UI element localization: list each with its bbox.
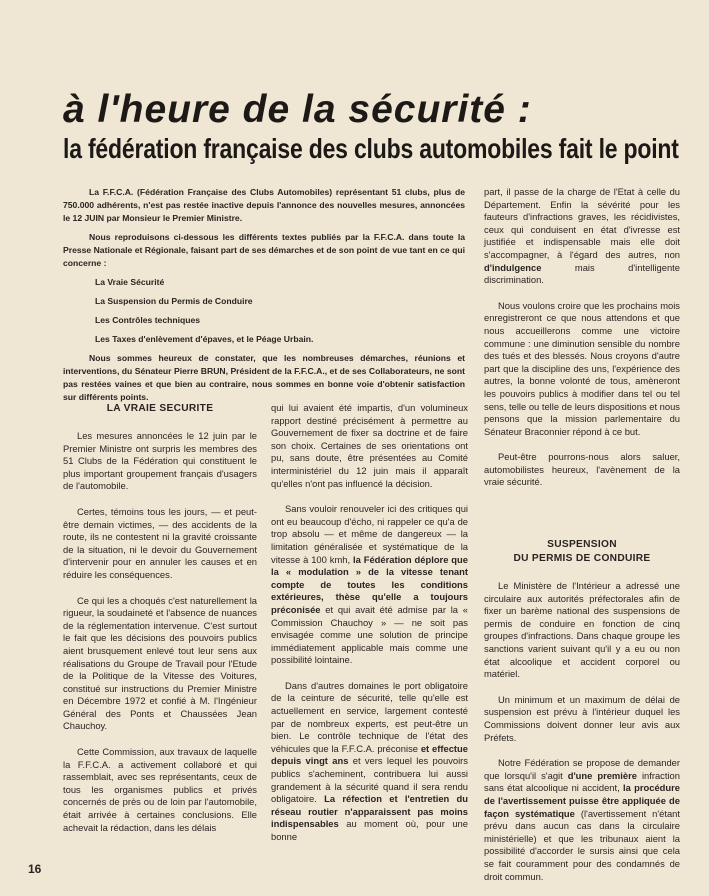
text-run: part, il passe de la charge de l'Etat à celle du Département. Enfin la sévérité pour les fauteurs d'infractions graves, les récidivistes, ceux qui conduisent en état d'ivresse est justifiée et indispensable mais elle doit s'accompagner, à l'égard des autres, non xyxy=(484,186,680,260)
intro-paragraph-3: Nous sommes heureux de constater, que les nombreuses démarches, réunions et interventions, du Sénateur Pierre BRUN, Président de la F.F.C.A., et de ses Collaborateurs, ne sont pas restées vaines et que bien au contraire, nous sommes en bonne voie d'obtenir satisfaction sur différents points. xyxy=(63,353,465,402)
page-number: 16 xyxy=(28,862,42,876)
article-paragraph: Nous voulons croire que les prochains mois enregistreront ce que nous attendons et que nous accueillerons comme une victoire commune : une diminution sensible du nombre des tués et des blessés. Nous croyons d'autre part que la discipline des uns, l'expérience des autres, la bonne volonté de tous, amèneront les pouvoirs publics à modifier dans tel ou tel sens, telle ou telle de leurs dispositions et nous pensons que la mission parlementaire du Sénateur Braconnier répond à ce but. xyxy=(484,299,680,437)
article-paragraph xyxy=(271,503,468,667)
article-column-1 xyxy=(63,402,257,847)
text-run: infraction sans état alcoolique ni accident, xyxy=(484,769,680,794)
text-run: mais d'intelligente discrimination. xyxy=(484,261,680,286)
intro-topic-list xyxy=(63,276,465,346)
section-heading-line: DU PERMIS DE CONDUIRE xyxy=(513,553,651,565)
article-paragraph: Peut-être pourrons-nous alors saluer, automobilistes heureux, l'avènement de la vraie sécurité. xyxy=(484,451,680,488)
text-run-bold: la Fédération déplore que la « modulation » de la vitesse tenant compte de toutes les conditions extérieures, thèse qu'elle a toujours préconisée xyxy=(271,553,468,615)
page-title: à l'heure de la sécurité : xyxy=(63,88,532,131)
text-run: et qui avait été admise par la « Commission Chauchoy » — ne soit pas envisagée comme une solution de principe immédiatement applicable mais comme une possibilité lointaine. xyxy=(271,603,468,666)
text-run: et vers lequel les pouvoirs publics s'acheminent, contribuera lui aussi grandement à la sécurité quand il sera rendu obligatoire. xyxy=(271,755,468,805)
text-run-bold: d'une première xyxy=(567,769,637,781)
intro-paragraph-2: Nous reproduisons ci-dessous les différents textes publiés par la F.F.C.A. dans toute la Presse Nationale et Régionale, faisant part de ses démarches et de son point de vue tant en ce qui concerne : xyxy=(63,232,465,268)
article-paragraph: Ce qui les a choqués c'est naturellement la rigueur, la soudaineté et l'absence de nuances de la réglementation intervenue. C'est surtout le fait que les décisions des pouvoirs publics aient brusquement enlevé tout leur sens aux réalisations du Groupe de Travail pour l'Etude de la Politique de la Vitesse des Voitures, constitué sur instructions du Premier Ministre en Décembre 1972 et confié à M. l'Ingénieur Général des Ponts et Chaussées Jean Chauchoy. xyxy=(63,594,257,732)
article-paragraph: Cette Commission, aux travaux de laquelle la F.F.C.A. a activement collaboré et qui rassemblait, avec ses représentants, ceux de tous les organismes publics et privés concernés de près ou de loin par l'automobile, était arrivée à certaines conclusions. Elle achevait la rédaction, dans les délais xyxy=(63,746,257,833)
text-run: au moment où, pour une bonne xyxy=(271,818,468,842)
text-run-bold: la procédure de l'avertissement puisse être appliquée de façon systématique xyxy=(484,782,680,819)
text-run-bold: La réfection et l'entretien du réseau routier n'apparaissent pas moins indispensables xyxy=(271,793,468,830)
intro-block xyxy=(63,186,465,410)
article-paragraph xyxy=(271,680,468,844)
text-run: (l'avertissement n'étant prévu dans aucun cas dans la circulaire ministérielle) et que les tribunaux aient la possibilité d'accorder le sursis ainsi que cela se fait couramment pour des condamnés de droit commun. xyxy=(484,807,681,882)
article-paragraph xyxy=(484,757,680,883)
text-run-bold: et effectue depuis vingt ans xyxy=(271,742,468,767)
text-run: Dans d'autres domaines le port obligatoire de la ceinture de sécurité, telle qu'elle est actuellement en service, largement contesté par de nombreux experts, est peut-être un bien. Le contrôle technique de l'état des véhicules que la F.F.C.A. préconise xyxy=(271,679,468,754)
text-run: Notre Fédération se propose de demander que lorsqu'il s'agit xyxy=(484,757,680,781)
section-heading-line: SUSPENSION xyxy=(547,539,617,551)
article-paragraph xyxy=(484,186,680,287)
article-column-2 xyxy=(271,402,468,857)
text-run: Sans vouloir renouveler ici des critiques qui ont eu beaucoup d'écho, ni rappeler ce qu'a de trop absolu — et même de dangereux — la limitation généralisée et systématique de la vitesse à 100 kmh, xyxy=(271,503,468,565)
section-heading-vraie-securite: LA VRAIE SECURITE xyxy=(106,403,214,414)
article-paragraph: Les mesures annoncées le 12 juin par le Premier Ministre ont surpris les membres des 51 Clubs de la Fédération qui constituent le plus important groupement français d'usagers de l'automobile. xyxy=(63,430,257,492)
article-column-3 xyxy=(484,186,680,896)
article-paragraph: Le Ministère de l'Intérieur a adressé une circulaire aux autorités préfectorales afin de fixer un barème national des suspensions de permis de conduire en fonction de cinq groupes d'infractions. Dans chaque groupe les sanctions varient suivant qu'il y a eu ou non état alcoolique et accident corporel ou matériel. xyxy=(484,580,680,680)
section-heading-suspension xyxy=(484,538,680,566)
intro-topic-item: La Vraie Sécurité xyxy=(95,277,165,287)
intro-topic-item: Les Taxes d'enlèvement d'épaves, et le Péage Urbain. xyxy=(95,334,314,344)
article-paragraph: Un minimum et un maximum de délai de suspension est prévu à l'intérieur duquel les Commissions doivent donner leur avis aux Préfets. xyxy=(484,693,680,743)
text-run-bold: d'indulgence xyxy=(484,261,542,273)
article-paragraph: Certes, témoins tous les jours, — et peut-être demain victimes, — des accidents de la route, ils ne contestent ni la gravité croissante de la situation, ni le devoir du Gouvernement d'intervenir pour en annuler les causes et en réduire les conséquences. xyxy=(63,505,257,580)
article-paragraph: qui lui avaient été impartis, d'un volumineux rapport destiné précisément à permettre au Gouvernement de fixer sa doctrine et de faire son choix. Certaines de ses orientations ont pu, sans doute, être présentées au Comité interministériel du 12 juin mais il apparaît qu'elles n'ont pas influencé la décision. xyxy=(271,402,468,489)
intro-topic-item: Les Contrôles techniques xyxy=(95,315,201,325)
intro-paragraph-1: La F.F.C.A. (Fédération Française des Clubs Automobiles) représentant 51 clubs, plus de 750.000 adhérents, n'est pas restée inactive depuis l'annonce des nouvelles mesures, annoncées le 12 JUIN par Monsieur le Premier Ministre. xyxy=(63,187,465,223)
intro-topic-item: La Suspension du Permis de Conduire xyxy=(95,296,253,306)
page-subtitle: la fédération française des clubs automobiles fait le point xyxy=(63,133,679,165)
